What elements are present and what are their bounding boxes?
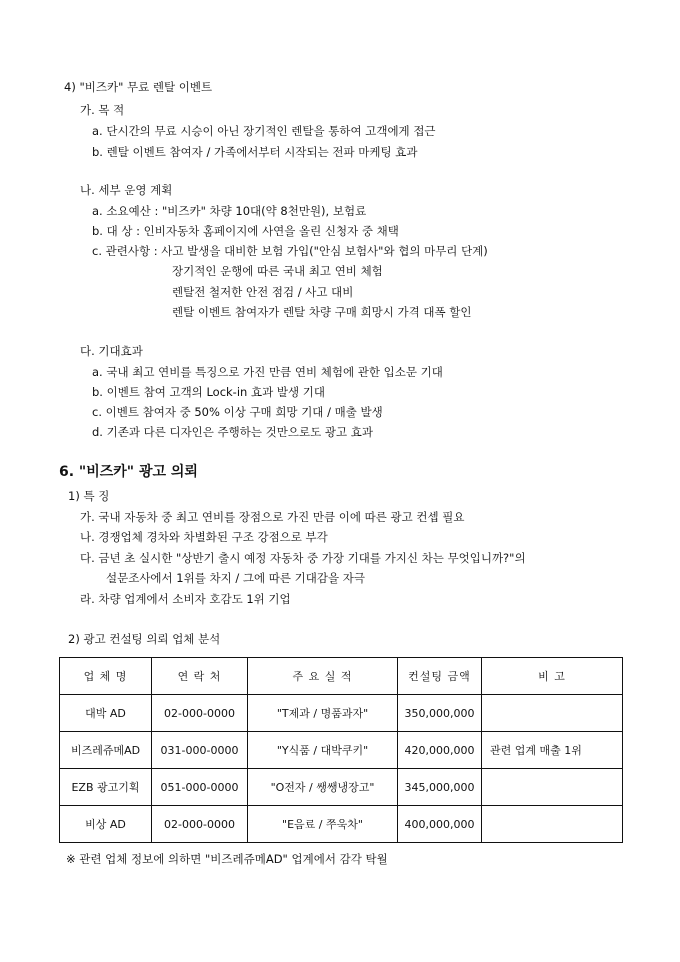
cell-contact: 02-000-0000 (152, 695, 248, 732)
cell-achievement: "E음료 / 쭈욱차" (248, 806, 398, 843)
cell-contact: 031-000-0000 (152, 732, 248, 769)
effects-item-d: d. 기존과 다른 디자인은 주행하는 것만으로도 광고 효과 (92, 425, 373, 439)
effects-item-b: b. 이벤트 참여 고객의 Lock-in 효과 발생 기대 (92, 385, 325, 399)
features-label: 1) 특 징 (68, 489, 110, 503)
cell-contact: 02-000-0000 (152, 806, 248, 843)
table-row (60, 769, 623, 806)
cell-achievement: "T제과 / 명품과자" (248, 695, 398, 732)
section4-title: 4) "비즈카" 무료 렌탈 이벤트 (64, 80, 213, 94)
cell-amount: 420,000,000 (398, 732, 482, 769)
cell-amount: 400,000,000 (398, 806, 482, 843)
cell-company: 비상 AD (60, 806, 152, 843)
plan-item-b: b. 대 상 : 인비자동차 홈페이지에 사연을 올린 신청자 중 채택 (92, 224, 399, 238)
cell-remarks (482, 695, 623, 732)
table-row (60, 695, 623, 732)
plan-label: 나. 세부 운영 계획 (80, 183, 173, 197)
purpose-item-b: b. 렌탈 이벤트 참여자 / 가족에서부터 시작되는 전파 마케팅 효과 (92, 145, 418, 159)
cell-achievement: "O전자 / 쌩쌩냉장고" (248, 769, 398, 806)
purpose-item-a: a. 단시간의 무료 시승이 아닌 장기적인 렌탈을 통하여 고객에게 접근 (92, 124, 436, 138)
plan-item-c: c. 관련사항 : 사고 발생을 대비한 보험 가입("안심 보험사"와 협의 마무리 단계) (92, 244, 488, 258)
table-row (60, 732, 623, 769)
features-item-da: 다. 금년 초 실시한 "상반기 출시 예정 자동차 중 가장 기대를 가지신 차는 무엇입니까?"의 (80, 551, 526, 565)
plan-item-c-cont-2: 렌탈전 철저한 안전 점검 / 사고 대비 (172, 285, 354, 299)
features-item-da-cont: 설문조사에서 1위를 차지 / 그에 따른 기대감을 자극 (106, 571, 365, 585)
table-header-row (60, 658, 623, 695)
analysis-note: ※ 관련 업체 정보에 의하면 "비즈레쥬메AD" 업계에서 감각 탁월 (66, 852, 388, 866)
cell-remarks (482, 806, 623, 843)
col-header-amount: 컨설팅 금액 (398, 658, 482, 695)
cell-company: EZB 광고기획 (60, 769, 152, 806)
features-item-ga: 가. 국내 자동차 중 최고 연비를 장점으로 가진 만큼 이에 따른 광고 컨셉 필요 (80, 510, 465, 524)
cell-amount: 350,000,000 (398, 695, 482, 732)
col-header-remarks: 비 고 (482, 658, 623, 695)
effects-item-a: a. 국내 최고 연비를 특징으로 가진 만큼 연비 체험에 관한 입소문 기대 (92, 365, 443, 379)
vendor-table (59, 657, 623, 843)
cell-amount: 345,000,000 (398, 769, 482, 806)
table-row (60, 806, 623, 843)
cell-contact: 051-000-0000 (152, 769, 248, 806)
purpose-label: 가. 목 적 (80, 103, 125, 117)
section6-title: 6. "비즈카" 광고 의뢰 (59, 464, 198, 480)
cell-company: 비즈레쥬메AD (60, 732, 152, 769)
effects-label: 다. 기대효과 (80, 344, 143, 358)
col-header-contact: 연 락 처 (152, 658, 248, 695)
effects-item-c: c. 이벤트 참여자 중 50% 이상 구매 희망 기대 / 매출 발생 (92, 405, 383, 419)
cell-remarks (482, 769, 623, 806)
cell-remarks: 관련 업계 매출 1위 (482, 732, 623, 769)
col-header-achievements: 주 요 실 적 (248, 658, 398, 695)
features-item-ra: 라. 차량 업계에서 소비자 호감도 1위 기업 (80, 592, 291, 606)
features-item-na: 나. 경쟁업체 경차와 차별화된 구조 강점으로 부각 (80, 530, 328, 544)
cell-company: 대박 AD (60, 695, 152, 732)
plan-item-c-cont-1: 장기적인 운행에 따른 국내 최고 연비 체험 (172, 264, 383, 278)
cell-achievement: "Y식품 / 대박쿠키" (248, 732, 398, 769)
plan-item-c-cont-3: 렌탈 이벤트 참여자가 렌탈 차량 구매 희망시 가격 대폭 할인 (172, 305, 472, 319)
analysis-label: 2) 광고 컨설팅 의뢰 업체 분석 (68, 632, 221, 646)
plan-item-a: a. 소요예산 : "비즈카" 차량 10대(약 8천만원), 보험료 (92, 204, 367, 218)
col-header-company: 업 체 명 (60, 658, 152, 695)
